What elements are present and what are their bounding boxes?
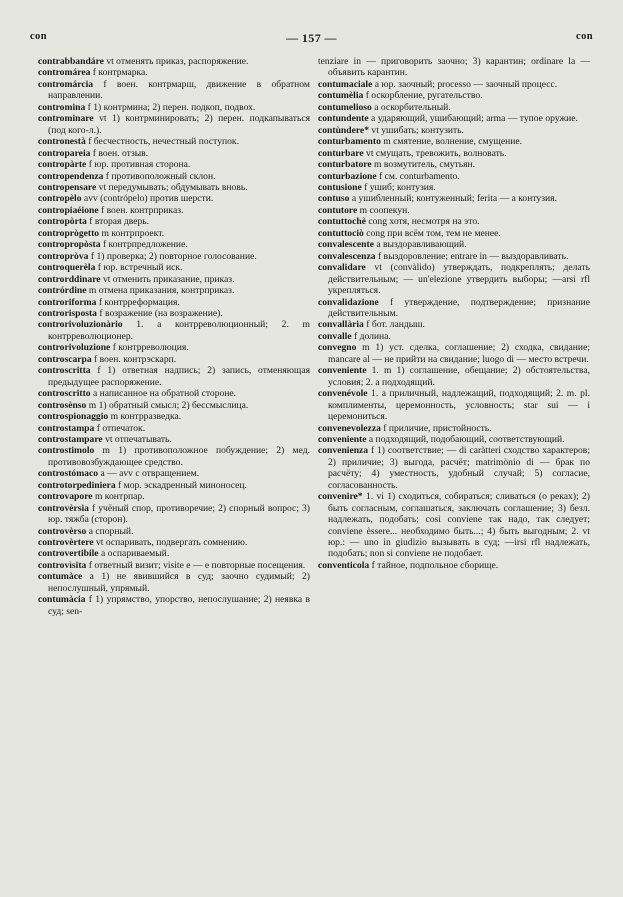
- entry-definition: f 1) соответствие; — di caràtteri сходство характеров; 2) приличие; 3) выгода, расчёт; matrimònio di — брак по расчёту; 4) уместность, удобный случай; 5) согласие, согласованность.: [328, 445, 590, 491]
- entry-headword: conveniente: [318, 433, 367, 445]
- entry-definition: m контрпроект.: [99, 227, 165, 239]
- dictionary-entry: [318, 239, 590, 250]
- dictionary-entry: [318, 90, 590, 101]
- dictionary-entry: [38, 171, 310, 182]
- entry-headword: conveniente: [318, 365, 367, 377]
- entry-headword: conventicola: [318, 559, 370, 571]
- entry-headword: contropensare: [38, 181, 97, 193]
- entry-definition: f контрреформация.: [96, 296, 180, 308]
- entry-definition: a юр. заочный; processo — заочный процесс.: [372, 78, 558, 90]
- dictionary-entry: [318, 319, 590, 330]
- dictionary-entry: [318, 113, 590, 124]
- entry-definition: vt отменять приказ, распоряжение.: [103, 56, 249, 67]
- entry-definition: f контрреволюция.: [110, 342, 189, 354]
- entry-headword: convenevolezza: [318, 422, 381, 434]
- left-column: [38, 56, 310, 617]
- entry-definition: f выздоровление; entrare in — выздоравливать.: [375, 250, 569, 262]
- dictionary-entry: [38, 285, 310, 296]
- entry-definition: 1. vi 1) сходиться, собираться; сливаться (о реках); 2) быть согласным, соглашаться, заключать соглашение; 3) безл. надлежать, подобать; così conviene так надо, так следует; conviene èssere... необходимо быть...; 4) быть выгодным; 2. vt юр.: — uno in giudizio вызывать в суд; —irsi rfl надлежать, подобать; non si conviene не подобает.: [328, 491, 590, 560]
- entry-definition: m соопекун.: [357, 204, 410, 216]
- entry-definition: a написанное на обратной стороне.: [90, 388, 237, 400]
- dictionary-entry: [318, 56, 590, 79]
- entry-headword: convenévole: [318, 388, 368, 400]
- dictionary-entry: [38, 491, 310, 502]
- entry-headword: controrivoluzionàrio: [38, 319, 123, 331]
- entry-definition: a — avv с отвращением.: [98, 468, 200, 480]
- dictionary-entry: [38, 548, 310, 559]
- entry-definition: f учёный спор, противоречие; 2) спорный вопрос; 3) юр. тяжба (сторон).: [48, 502, 310, 526]
- entry-headword: conturbamento: [318, 136, 381, 148]
- dictionary-entry: [318, 262, 590, 296]
- entry-headword: convalidare: [318, 262, 366, 274]
- dictionary-entry: [318, 434, 590, 445]
- entry-definition: vt отпечатывать.: [102, 433, 172, 445]
- entry-headword: contutore: [318, 204, 358, 216]
- entry-definition: vt смущать, тревожить, волновать.: [363, 147, 507, 159]
- header-left-guide-word: con: [30, 31, 47, 42]
- entry-definition: m 1) обратный смысл; 2) бессмыслица.: [86, 399, 249, 411]
- dictionary-entry: [38, 308, 310, 319]
- entry-definition: f отпечаток.: [94, 422, 146, 434]
- entry-headword: controprògetto: [38, 227, 100, 239]
- dictionary-entry: [38, 67, 310, 78]
- entry-definition: f бот. ландыш.: [363, 319, 425, 331]
- dictionary-entry: [38, 594, 310, 617]
- dictionary-entry: [38, 297, 310, 308]
- entry-definition: f воен. контрэскарп.: [91, 353, 177, 365]
- entry-headword: contumèlia: [318, 90, 364, 102]
- dictionary-entry: [318, 365, 590, 388]
- entry-headword: controvèrsia: [38, 502, 89, 514]
- entry-headword: contropiaéione: [38, 204, 99, 216]
- entry-headword: contromárea: [38, 67, 91, 79]
- entry-definition: a подходящий, подобающий, соответствующий.: [366, 433, 565, 445]
- entry-headword: controtorpediniera: [38, 479, 116, 491]
- entry-definition: f ушиб; контузия.: [361, 181, 436, 193]
- entry-headword: conturbatore: [318, 159, 372, 171]
- right-column: [318, 56, 590, 571]
- dictionary-entry: [38, 411, 310, 422]
- entry-headword: contrórdine: [38, 285, 87, 297]
- entry-definition: a 1) не явившийся в суд; заочно судимый; 2) непослушный, упрямый.: [48, 571, 310, 594]
- entry-definition: f 1) контрмина; 2) перен. подкоп, подвох.: [85, 101, 256, 113]
- dictionary-entry: [38, 262, 310, 273]
- entry-headword: controrddinare: [38, 273, 101, 285]
- entry-definition: m 1) противоположное побуждение; 2) мед. противовозбуждающее средство.: [48, 445, 310, 468]
- dictionary-entry: [318, 216, 590, 227]
- entry-headword: contropèlo: [38, 193, 82, 205]
- dictionary-entry: [318, 159, 590, 170]
- entry-definition: f приличие, пристойность.: [380, 422, 492, 434]
- entry-headword: controriforma: [38, 296, 97, 308]
- entry-definition: f противоположный склон.: [103, 170, 216, 182]
- dictionary-entry: [318, 148, 590, 159]
- dictionary-entry: [318, 228, 590, 239]
- entry-headword: controvèrso: [38, 525, 87, 537]
- entry-definition: f юр. встречный иск.: [95, 262, 183, 274]
- entry-definition: f см. conturbamento.: [376, 170, 460, 182]
- entry-headword: contumàcia: [38, 594, 86, 606]
- entry-headword: controscritto: [38, 388, 91, 400]
- entry-definition: f возражение (на возражение).: [96, 307, 223, 319]
- entry-headword: controvèrtere: [38, 537, 94, 549]
- dictionary-entry: [38, 251, 310, 262]
- dictionary-entry: [318, 423, 590, 434]
- dictionary-entry: [38, 193, 310, 204]
- entry-headword: controminare: [38, 113, 94, 125]
- entry-headword: contropendenza: [38, 170, 104, 182]
- entry-definition: f вторая дверь.: [86, 216, 150, 228]
- entry-definition: 1. m 1) соглашение, обещание; 2) обстоятельства, условия; 2. a подходящий.: [328, 365, 590, 388]
- entry-definition: a оскорбительный.: [371, 101, 451, 113]
- entry-definition: f утверждение, подтверждение; признание действительным.: [328, 296, 590, 319]
- dictionary-entry: [38, 239, 310, 250]
- entry-headword: contromina: [38, 101, 86, 113]
- entry-definition: f контрмарка.: [90, 67, 148, 79]
- entry-definition: cong при всём том, тем не менее.: [363, 227, 501, 239]
- dictionary-entry: [318, 445, 590, 491]
- dictionary-entry: [38, 113, 310, 136]
- entry-definition: a выздоравливающий.: [373, 239, 467, 251]
- dictionary-entry: [38, 342, 310, 353]
- entry-headword: convenire*: [318, 491, 363, 503]
- entry-headword: contropòrta: [38, 216, 87, 228]
- entry-definition: a спорный.: [86, 525, 134, 537]
- entry-definition: f юр. противная сторона.: [86, 159, 191, 171]
- entry-definition: f 1) ответная надпись; 2) запись, отменяющая предыдущее распоряжение.: [48, 365, 310, 388]
- dictionary-entry: [38, 388, 310, 399]
- entry-headword: contuttochè: [318, 216, 366, 228]
- entry-headword: contropàrte: [38, 159, 87, 171]
- entry-definition: f 1) упрямство, упорство, непослушание; 2) неявка в суд; sen-: [48, 594, 310, 617]
- entry-definition: avv (contrópelo) против шерсти.: [81, 193, 214, 205]
- dictionary-entry: [38, 182, 310, 193]
- entry-definition: f бесчестность, нечестный поступок.: [85, 136, 239, 148]
- dictionary-entry: [38, 136, 310, 147]
- entry-definition: vt передумывать; обдумывать вновь.: [96, 181, 248, 193]
- entry-headword: contundente: [318, 113, 369, 125]
- entry-headword: controstampa: [38, 422, 95, 434]
- entry-headword: contumelioso: [318, 101, 372, 113]
- entry-definition: vt ушибать; контузить.: [369, 124, 464, 136]
- entry-headword: controspionaggio: [38, 411, 109, 423]
- dictionary-entry: [318, 331, 590, 342]
- dictionary-entry: [38, 159, 310, 170]
- dictionary-entry: [38, 423, 310, 434]
- entry-headword: controrisposta: [38, 307, 97, 319]
- dictionary-entry: [318, 79, 590, 90]
- dictionary-entry: [38, 400, 310, 411]
- dictionary-entry: [318, 136, 590, 147]
- dictionary-entry: [38, 56, 310, 67]
- dictionary-entry: [38, 274, 310, 285]
- entry-definition: f долина.: [351, 330, 391, 342]
- entry-headword: convenienza: [318, 445, 369, 457]
- dictionary-entry: [318, 205, 590, 216]
- dictionary-entry: [38, 537, 310, 548]
- entry-headword: controstimolo: [38, 445, 95, 457]
- dictionary-entry: [318, 560, 590, 571]
- dictionary-entry: [38, 445, 310, 468]
- dictionary-entry: [38, 79, 310, 102]
- dictionary-entry: [318, 193, 590, 204]
- entry-definition: a ушибленный; контуженный; ferita — a контузия.: [349, 193, 557, 205]
- entry-definition: vt оспаривать, подвергать сомнению.: [93, 537, 248, 549]
- entry-headword: contusione: [318, 181, 362, 193]
- header-right-guide-word: con: [576, 31, 593, 42]
- entry-headword: controstómaco: [38, 468, 99, 480]
- entry-definition: f мор. эскадренный миноносец.: [115, 479, 247, 491]
- dictionary-entry: [38, 102, 310, 113]
- dictionary-entry: [38, 526, 310, 537]
- entry-definition: f тайное, подпольное сборище.: [369, 559, 499, 571]
- entry-definition: f воен. контрмарш, движение в обратном направлении.: [48, 78, 310, 102]
- entry-headword: convalidazione: [318, 296, 379, 308]
- entry-headword: conturbazione: [318, 170, 377, 182]
- entry-definition: m отмена приказания, контрприказ.: [86, 285, 235, 297]
- entry-headword: convalle: [318, 330, 352, 342]
- entry-definition: m возмутитель, смутьян.: [371, 159, 476, 171]
- entry-headword: contropròva: [38, 250, 89, 262]
- entry-definition: f оскорбление, ругательство.: [363, 90, 483, 102]
- entry-headword: conturbare: [318, 147, 364, 159]
- entry-headword: controvìsita: [38, 559, 87, 571]
- entry-definition: 1. a контрреволюционный; 2. m контрреволюционер.: [48, 319, 310, 342]
- entry-headword: controsènso: [38, 399, 87, 411]
- entry-definition: 1. a приличный, надлежащий, подходящий; 2. m. pl. комплименты, церемонность, условность; star sui — i церемониться.: [328, 388, 590, 423]
- entry-definition: vt 1) контрминировать; 2) перен. подкапываться (под кого-л.).: [48, 113, 310, 136]
- dictionary-entry: [38, 571, 310, 594]
- entry-definition: tenziare in — приговорить заочно; 3) карантин; ordinare la — объявить карантин.: [318, 56, 590, 79]
- entry-definition: a оспариваемый.: [98, 548, 170, 560]
- entry-definition: f ответный визит; visite e — e повторные посещения.: [86, 559, 306, 571]
- dictionary-entry: [318, 171, 590, 182]
- entry-definition: m контрпар.: [92, 491, 145, 503]
- dictionary-entry: [318, 491, 590, 560]
- page-number: — 157 —: [286, 31, 337, 45]
- dictionary-entry: [38, 216, 310, 227]
- dictionary-entry: [38, 148, 310, 159]
- entry-definition: f воен. отзыв.: [90, 147, 149, 159]
- entry-headword: convegno: [318, 342, 357, 354]
- dictionary-entry: [318, 182, 590, 193]
- dictionary-entry: [38, 468, 310, 479]
- entry-headword: convallària: [318, 319, 364, 331]
- page-header: [30, 31, 593, 45]
- dictionary-entry: [318, 125, 590, 136]
- dictionary-entry: [318, 388, 590, 422]
- entry-headword: contumaciale: [318, 78, 373, 90]
- dictionary-entry: [318, 102, 590, 113]
- dictionary-entry: [38, 503, 310, 526]
- dictionary-entry: [38, 319, 310, 342]
- entry-headword: contropropòsta: [38, 239, 101, 251]
- entry-definition: f контрпредложение.: [100, 239, 188, 251]
- entry-headword: contropareia: [38, 147, 91, 159]
- entry-definition: m 1) уст. сделка, соглашение; 2) сходка, свидание; mancare al — не прийти на свидание; luogo di — место встречи.: [328, 342, 590, 365]
- dictionary-entry: [318, 297, 590, 320]
- entry-headword: controscritta: [38, 365, 91, 377]
- dictionary-entry: [38, 560, 310, 571]
- entry-definition: f 1) проверка; 2) повторное голосование.: [88, 250, 257, 262]
- dictionary-entry: [38, 434, 310, 445]
- entry-headword: contronestà: [38, 136, 86, 148]
- entry-headword: contuso: [318, 193, 350, 205]
- dictionary-entry: [38, 354, 310, 365]
- dictionary-entry: [318, 342, 590, 365]
- entry-headword: convalescenza: [318, 250, 376, 262]
- entry-headword: controstampare: [38, 433, 103, 445]
- dictionary-entry: [38, 228, 310, 239]
- dictionary-entry: [38, 365, 310, 388]
- dictionary-entry: [38, 480, 310, 491]
- entry-headword: controscarpa: [38, 353, 92, 365]
- entry-headword: controquerèla: [38, 262, 96, 274]
- entry-definition: m смятение, волнение, смущение.: [380, 136, 523, 148]
- entry-headword: contrabbandáre: [38, 56, 104, 67]
- entry-headword: contumàce: [38, 571, 83, 583]
- entry-headword: controvapore: [38, 491, 93, 503]
- entry-definition: a ударяющий, ушибающий; arma — тупое оружие.: [368, 113, 578, 125]
- entry-definition: vt (convàlido) утверждать, подкреплять; делать действительным; — un'elezione утвердить выборы; —arsi rfl укрепляться.: [328, 262, 590, 297]
- entry-headword: contuttociò: [318, 227, 364, 239]
- entry-definition: vt отменить приказание, приказ.: [100, 273, 235, 285]
- entry-headword: controrivoluzione: [38, 342, 111, 354]
- entry-definition: m контрразведка.: [108, 411, 182, 423]
- entry-definition: f воен. контрприказ.: [98, 204, 184, 216]
- entry-headword: controvertibile: [38, 548, 99, 560]
- entry-headword: contùndere*: [318, 124, 369, 136]
- dictionary-entry: [38, 205, 310, 216]
- entry-definition: cong хотя, несмотря на это.: [365, 216, 480, 228]
- entry-headword: contromárcia: [38, 78, 94, 90]
- entry-headword: convalescente: [318, 239, 374, 251]
- dictionary-entry: [318, 251, 590, 262]
